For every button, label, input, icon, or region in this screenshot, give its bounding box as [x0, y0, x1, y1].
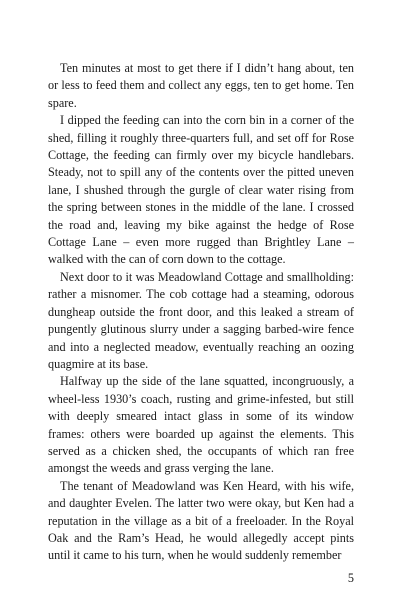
paragraph: The tenant of Meadowland was Ken Heard, with his wife, and daughter Evelen. The latter two were okay, but Ken had a reputation in the village as a bit of a freeloader. In the Royal Oak and the Ram’s Head, he would allegedly accept pints until it came to his turn, when he would suddenly remember: [48, 478, 354, 563]
page-number: 5: [347, 571, 354, 585]
paragraph: I dipped the feeding can into the corn bin in a corner of the shed, filling it roughly three-quarters full, and set off for Rose Cottage, the feeding can firmly over my bicycle handlebars. Steady, not to spill any of the contents over the pitted uneven lane, I shushed through the gurgle of clear water rising from the spring between stones in the middle of the lane. I crossed the road and, leaving my bike against the hedge of Rose Cottage Lane – even more rugged than Brightley Lane – walked with the can of corn down to the cottage.: [48, 113, 354, 267]
page-body: [48, 60, 354, 565]
paragraph: Ten minutes at most to get there if I didn’t hang about, ten or less to feed them and collect any eggs, ten to get home. Ten spare.: [48, 61, 354, 110]
paragraph: Next door to it was Meadowland Cottage and smallholding: rather a misnomer. The cob cottage had a steaming, odorous dungheap outside the front door, and this leaked a stream of pungently glutinous slurry under a sagging barbed-wire fence and into a neglected meadow, eventually reaching an oozing quagmire at its base.: [48, 269, 354, 371]
paragraph: Halfway up the side of the lane squatted, incongruously, a wheel-less 1930’s coach, rusting and grime-infested, but still with deeply smeared intact glass in some of its window frames: others were boarded up against the elements. This served as a chicken shed, the occupants of which ran free amongst the weeds and grass verging the lane.: [48, 374, 354, 476]
